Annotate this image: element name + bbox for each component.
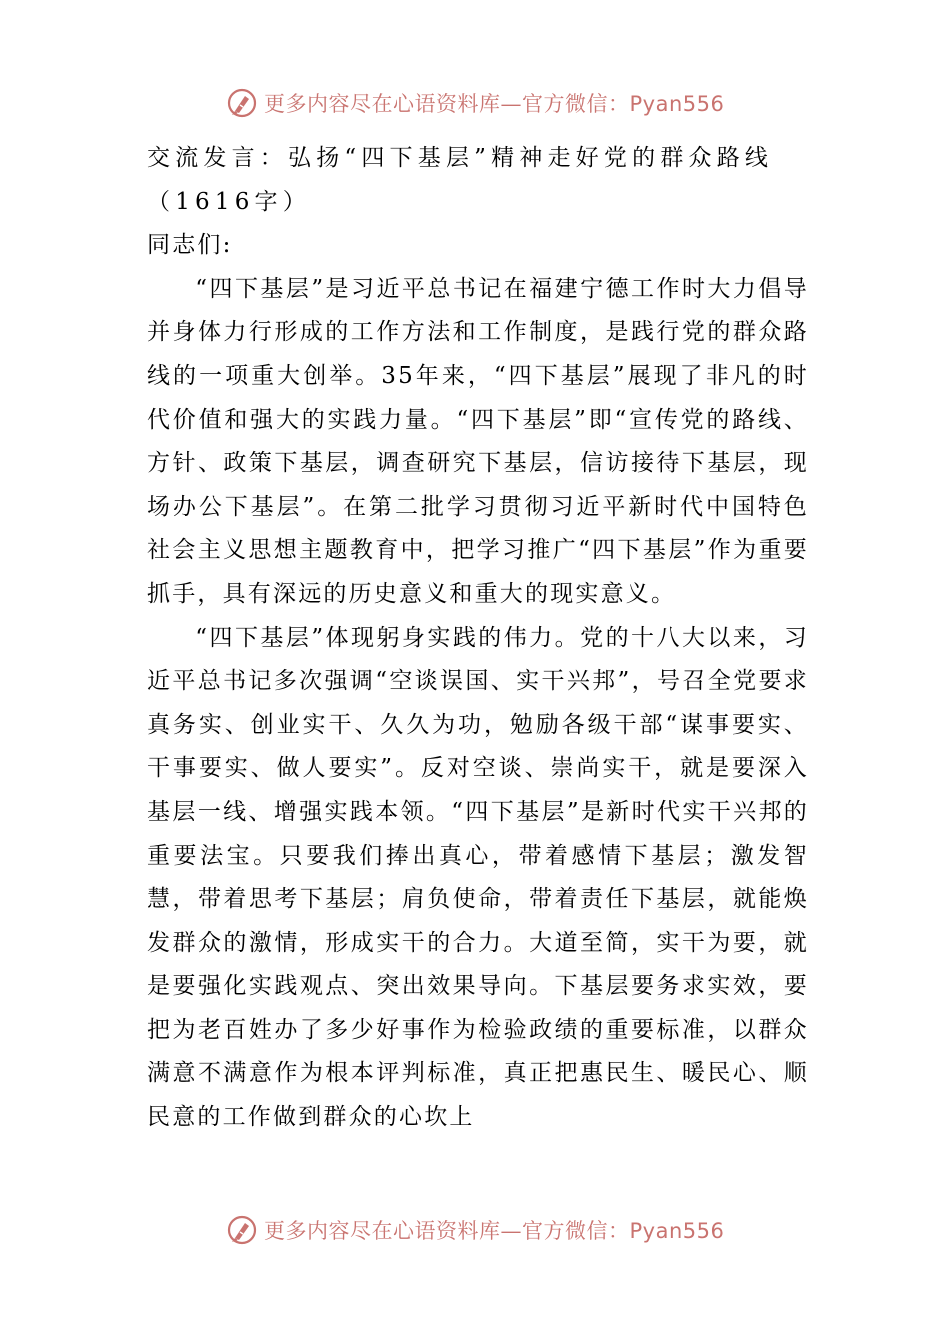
pen-nib-logo-icon (226, 1214, 258, 1246)
footer-watermark-label: 更多内容尽在心语资料库—官方微信： (264, 1219, 630, 1243)
pen-nib-logo-icon (226, 87, 258, 119)
document-body (147, 137, 809, 1140)
header-watermark (226, 86, 724, 120)
document-paragraph-1: “四下基层”是习近平总书记在福建宁德工作时大力倡导并身体力行形成的工作方法和工作制度，是践行党的群众路线的一项重大创举。35年来，“四下基层”展现了非凡的时代价值和强大的实践力量。“四下基层”即“宣传党的路线、方针、政策下基层，调查研究下基层，信访接待下基层，现场办公下基层”。在第二批学习贯彻习近平新时代中国特色社会主义思想主题教育中，把学习推广“四下基层”作为重要抓手，具有深远的历史意义和重大的现实意义。 (147, 275, 809, 607)
footer-watermark (226, 1213, 724, 1247)
header-watermark-label: 更多内容尽在心语资料库—官方微信： (264, 92, 630, 116)
header-watermark-text (264, 88, 724, 118)
header-watermark-id: Pyan556 (629, 92, 725, 116)
document-paragraph-2: “四下基层”体现躬身实践的伟力。党的十八大以来，习近平总书记多次强调“空谈误国、实干兴邦”，号召全党要求真务实、创业实干、久久为功，勉励各级干部“谋事要实、干事要实、做人要实”。反对空谈、崇尚实干，就是要深入基层一线、增强实践本领。“四下基层”是新时代实干兴邦的重要法宝。只要我们捧出真心，带着感情下基层；激发智慧，带着思考下基层；肩负使命，带着责任下基层，就能焕发群众的激情，形成实干的合力。大道至简，实干为要，就是要强化实践观点、突出效果导向。下基层要务求实效，要把为老百姓办了多少好事作为检验政绩的重要标准，以群众满意不满意作为根本评判标准，真正把惠民生、暖民心、顺民意的工作做到群众的心坎上 (147, 624, 809, 1131)
footer-watermark-text (264, 1215, 724, 1245)
document-title: 交流发言：弘扬“四下基层”精神走好党的群众路线（1616字） (147, 145, 774, 215)
footer-watermark-id: Pyan556 (629, 1219, 725, 1243)
document-salutation: 同志们: (147, 232, 233, 259)
